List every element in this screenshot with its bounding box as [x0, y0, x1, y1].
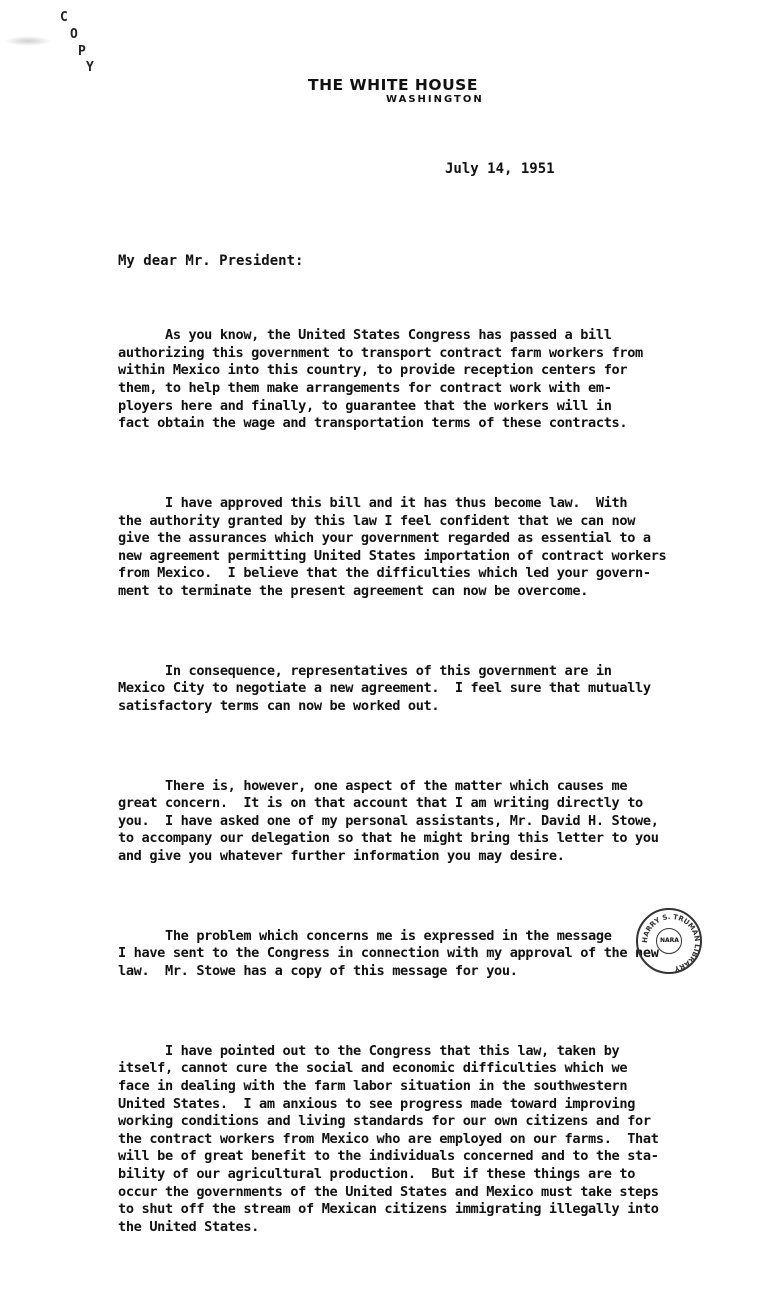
body-paragraph: There is, however, one aspect of the matter which causes me great concern. It is on that account that I am writing directly to you. I have asked one of my personal assistants, Mr. David H. Stowe, to accompany our delegation so that he might bring this letter to you and give you whatever further information you may desire.: [118, 777, 659, 865]
copy-stamp-letter: O: [70, 27, 78, 42]
body-paragraph: I have pointed out to the Congress that this law, taken by itself, cannot cure the social and economic difficulties which we face in dealing with the farm labor situation in the southwestern United States. I am anxious to see progress made toward improving working conditions and living standards for our own citizens and for the contract workers from Mexico who are employed on our farms. That will be of great benefit to the individuals concerned and to the sta- bility of our agricultural production. But if these things are to occur the governments of the United States and Mexico must take steps to shut off the stream of Mexican citizens immigrating illegally into the United States.: [118, 1042, 659, 1235]
nara-label: NARA: [660, 937, 679, 944]
copy-stamp-letter: Y: [86, 60, 94, 75]
letterhead-title: THE WHITE HOUSE: [308, 76, 478, 94]
letterhead-subtitle: WASHINGTON: [386, 94, 484, 105]
copy-stamp-letter: P: [78, 44, 86, 59]
nara-seal-icon: [636, 908, 702, 974]
svg-text:HARRY S. TRUMAN LIBRARY: HARRY S. TRUMAN LIBRARY: [640, 912, 702, 973]
salutation: My dear Mr. President:: [118, 253, 304, 269]
body-paragraph: As you know, the United States Congress has passed a bill authorizing this government to transport contract farm workers from within Mexico into this country, to provide reception centers for them, to help them make arrangements for contract work with em- ployers here and finally, to guarantee that the workers will in fact obtain the wage and transportation terms of these contracts.: [118, 327, 643, 432]
body-paragraph: The problem which concerns me is expressed in the message I have sent to the Congress in connection with my approval of the new law. Mr. Stowe has a copy of this message for you.: [118, 927, 659, 979]
letter-body: [118, 292, 758, 1299]
body-paragraph: I have approved this bill and it has thus become law. With the authority granted by this law I feel confident that we can now give the assurances which your government regarded as essential to a new agreement permitting United States importation of contract workers from Mexico. I believe that the difficulties which led your govern- ment to terminate the present agreement can now be overcome.: [118, 494, 667, 599]
ink-smudge: [4, 36, 52, 46]
copy-stamp-letter: C: [60, 10, 68, 25]
letter-date: July 14, 1951: [445, 161, 555, 177]
body-paragraph: In consequence, representatives of this government are in Mexico City to negotiate a new agreement. I feel sure that mutually satisfactory terms can now be worked out.: [118, 662, 651, 714]
